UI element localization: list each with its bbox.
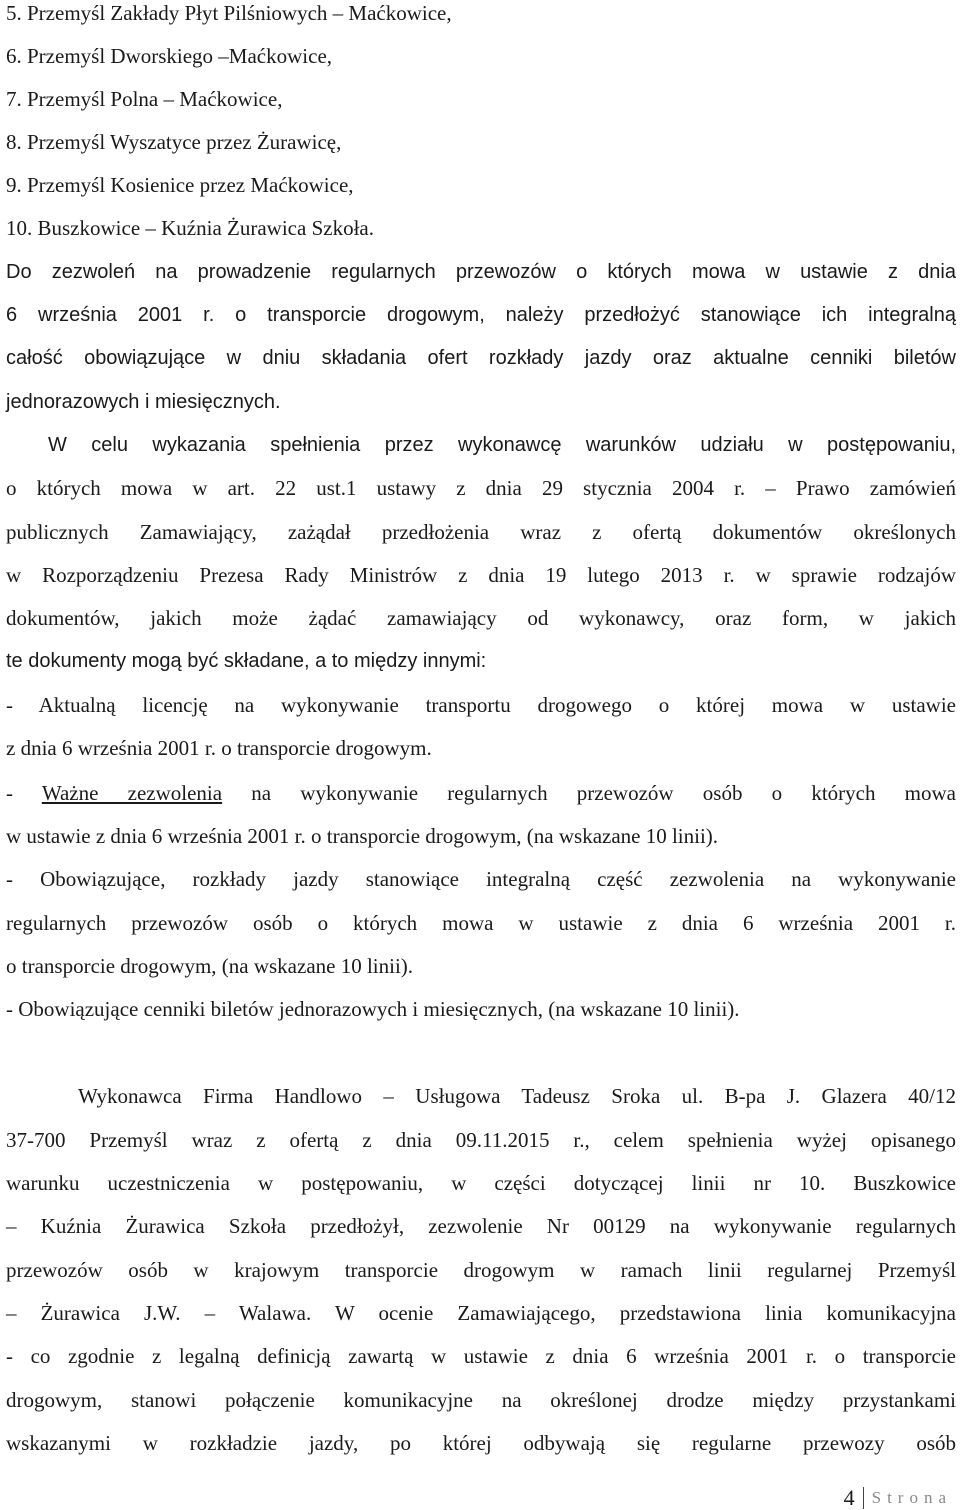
bullet-text: na wykonywanie regularnych przewozów osób o których mowa [222, 781, 957, 805]
paragraph-line: - co zgodnie z legalną definicją zawartą w ustawie z dnia 6 września 2001 r. o transporcie [6, 1344, 956, 1368]
paragraph-line: przewozów osób w krajowym transporcie drogowym w ramach linii regularnej Przemyśl [6, 1258, 956, 1282]
list-item: 10. Buszkowice – Kuźnia Żurawica Szkoła. [6, 216, 374, 240]
paragraph-line: jednorazowych i miesięcznych. [6, 391, 281, 413]
bullet-line: regularnych przewozów osób o których mowa w ustawie z dnia 6 września 2001 r. [6, 911, 956, 935]
paragraph-line: publicznych Zamawiający, zażądał przedłożenia wraz z ofertą dokumentów określonych [6, 520, 956, 544]
paragraph-line: warunku uczestniczenia w postępowaniu, w części dotyczącej linii nr 10. Buszkowice [6, 1171, 956, 1195]
page-label: Strona [871, 1488, 952, 1507]
paragraph-line: wskazanymi w rozkładzie jazdy, po której odbywają się regularne przewozy osób [6, 1431, 956, 1455]
underlined-text: Ważne zezwolenia [41, 781, 223, 805]
bullet-line: - Aktualną licencję na wykonywanie transportu drogowego o której mowa w ustawie [6, 693, 956, 717]
paragraph-line: W celu wykazania spełnienia przez wykonawcę warunków udziału w postępowaniu, [48, 434, 956, 456]
paragraph-line: całość obowiązujące w dniu składania ofert rozkłady jazdy oraz aktualne cenniki biletów [6, 347, 956, 369]
paragraph-line: – Żurawica J.W. – Walawa. W ocenie Zamawiającego, przedstawiona linia komunikacyjna [6, 1301, 956, 1325]
list-item: 8. Przemyśl Wyszatyce przez Żurawicę, [6, 130, 342, 154]
paragraph-line: Wykonawca Firma Handlowo – Usługowa Tadeusz Sroka ul. B-pa J. Glazera 40/12 [78, 1084, 956, 1108]
paragraph-line: 6 września 2001 r. o transporcie drogowym, należy przedłożyć stanowiące ich integralną [6, 304, 956, 326]
bullet-line: - Obowiązujące cenniki biletów jednorazowych i miesięcznych, (na wskazane 10 linii). [6, 997, 740, 1021]
page-footer [844, 1486, 952, 1510]
bullet-line: o transporcie drogowym, (na wskazane 10 linii). [6, 954, 414, 978]
bullet-dash: - [6, 781, 13, 805]
paragraph-line: 37-700 Przemyśl wraz z ofertą z dnia 09.11.2015 r., celem spełnienia wyżej opisanego [6, 1128, 956, 1152]
list-item: 5. Przemyśl Zakłady Płyt Pilśniowych – Maćkowice, [6, 1, 452, 25]
list-item: 7. Przemyśl Polna – Maćkowice, [6, 87, 283, 111]
list-item: 6. Przemyśl Dworskiego –Maćkowice, [6, 44, 333, 68]
page-number: 4 [844, 1487, 864, 1509]
paragraph-line: – Kuźnia Żurawica Szkoła przedłożył, zezwolenie Nr 00129 na wykonywanie regularnych [6, 1214, 956, 1238]
paragraph-line: drogowym, stanowi połączenie komunikacyjne na określonej drodze między przystankami [6, 1388, 956, 1412]
paragraph-line: te dokumenty mogą być składane, a to między innymi: [6, 650, 487, 672]
paragraph-line: o których mowa w art. 22 ust.1 ustawy z dnia 29 stycznia 2004 r. – Prawo zamówień [6, 476, 956, 500]
paragraph-line: dokumentów, jakich może żądać zamawiający od wykonawcy, oraz form, w jakich [6, 606, 956, 630]
bullet-line: - Obowiązujące, rozkłady jazdy stanowiące integralną część zezwolenia na wykonywanie [6, 867, 956, 891]
bullet-line: z dnia 6 września 2001 r. o transporcie drogowym. [6, 736, 432, 760]
paragraph-line: Do zezwoleń na prowadzenie regularnych przewozów o których mowa w ustawie z dnia [6, 261, 956, 283]
bullet-line [6, 780, 956, 806]
list-item: 9. Przemyśl Kosienice przez Maćkowice, [6, 173, 354, 197]
paragraph-line: w Rozporządzeniu Prezesa Rady Ministrów z dnia 19 lutego 2013 r. w sprawie rodzajów [6, 563, 956, 587]
bullet-line: w ustawie z dnia 6 września 2001 r. o transporcie drogowym, (na wskazane 10 linii). [6, 824, 719, 848]
